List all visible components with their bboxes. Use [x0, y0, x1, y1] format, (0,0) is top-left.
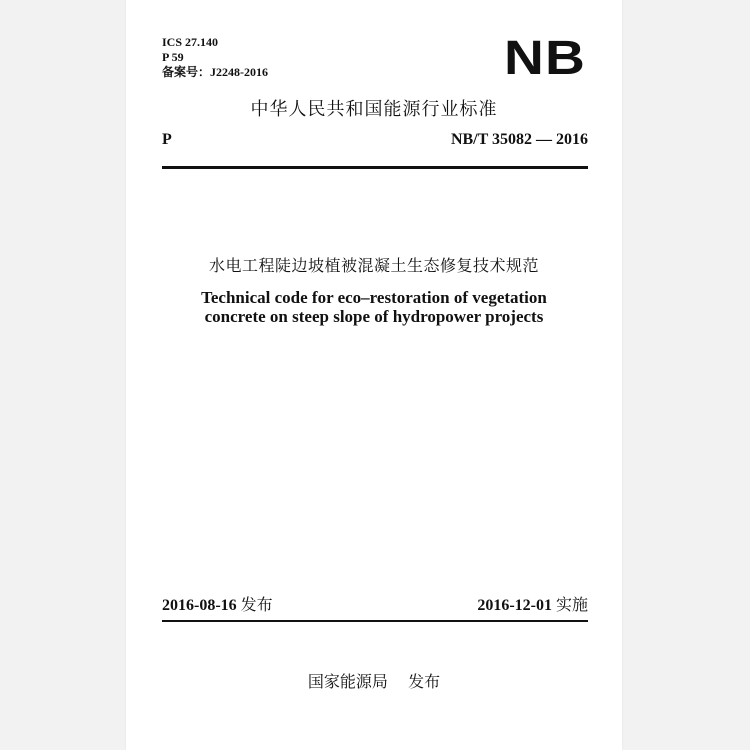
- standard-cover: [126, 0, 622, 750]
- standard-code: NB/T 35082 — 2016: [450, 131, 588, 148]
- nb-logo: NB: [504, 32, 587, 85]
- classification-block: [162, 35, 268, 80]
- bottom-divider: [162, 620, 588, 622]
- title-english: [126, 288, 622, 326]
- issue-date: 2016-08-16: [162, 597, 237, 614]
- publisher: 国家能源局 发布: [307, 672, 441, 691]
- title-chinese: 水电工程陡边坡植被混凝土生态修复技术规范: [208, 256, 539, 275]
- title-english-line1: Technical code for eco–restoration of vegetation: [201, 288, 547, 307]
- implement-date-block: [477, 592, 588, 615]
- top-divider: [162, 166, 588, 169]
- issue-label: 发布: [240, 595, 273, 614]
- issue-date-block: [162, 592, 273, 615]
- implement-label: 实施: [555, 595, 588, 614]
- title-english-line2: concrete on steep slope of hydropower projects: [204, 307, 544, 326]
- implement-date: 2016-12-01: [477, 597, 552, 614]
- ics-code: ICS 27.140: [162, 35, 219, 49]
- category-letter: P: [162, 131, 172, 148]
- industry-standard-title: 中华人民共和国能源行业标准: [250, 99, 498, 120]
- record-number: 备案号：J2248-2016: [162, 65, 268, 79]
- p-code: P 59: [162, 50, 184, 64]
